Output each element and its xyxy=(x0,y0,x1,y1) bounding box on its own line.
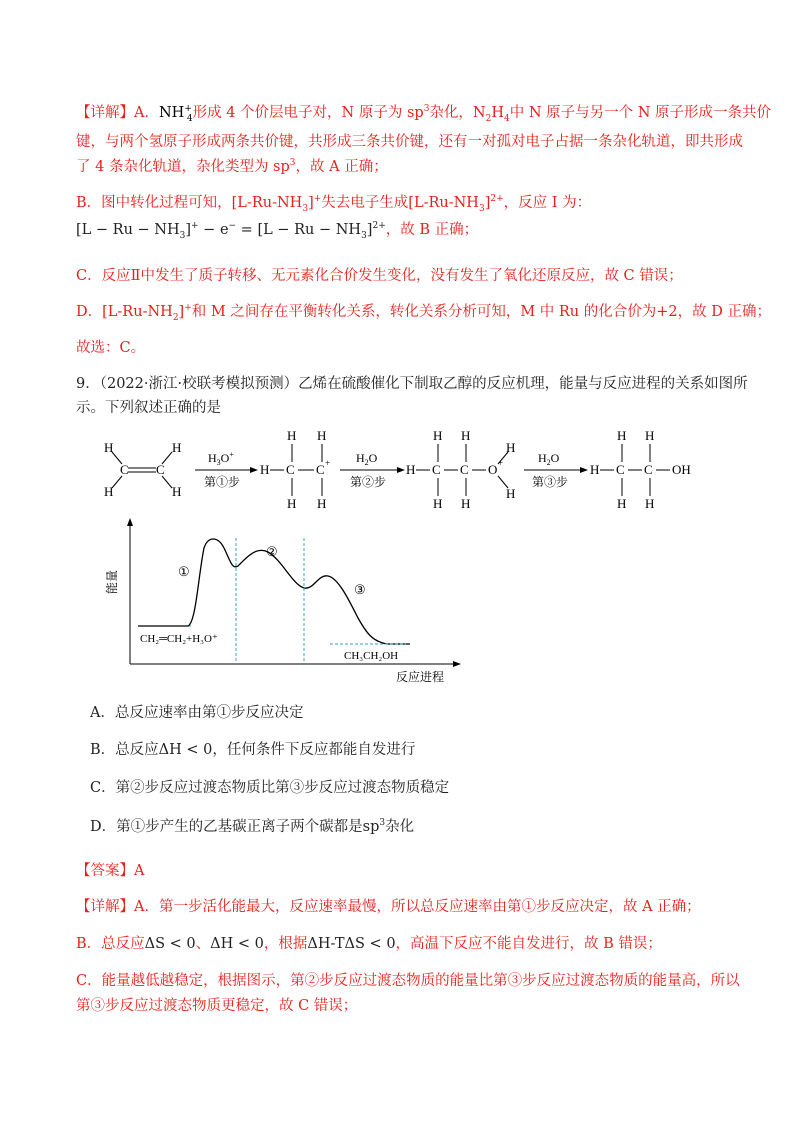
answer-line: 【答案】A xyxy=(76,863,145,879)
prev-explanation-b-equation: $[L - Ru - NH_3]^+ - e^- = [L - Ru - NH_3]^{2+}$，故 B 正确； xyxy=(76,221,479,241)
svg-text:H: H xyxy=(406,462,416,477)
prev-explanation-a-line2: 键，与两个氢原子形成两条共价键，共形成三条共价键，还有一对孤对电子占据一条杂化轨道，即共形成 xyxy=(76,134,743,150)
svg-text:H: H xyxy=(645,496,655,511)
prev-final-answer: 故选：C。 xyxy=(76,340,146,356)
energy-profile-diagram xyxy=(100,518,480,693)
svg-text:H: H xyxy=(317,428,327,443)
svg-text:H: H xyxy=(287,428,297,443)
prev-explanation-a-line1: 【详解】A．$NH^+_4$形成 4 个价层电子对，N 原子为 $sp^3$杂化，$N_2H_4$中 N 原子与另一个 N 原子形成一条共价 xyxy=(76,104,772,124)
svg-text:C: C xyxy=(316,462,325,477)
option-c: C．第②步反应过渡态物质比第③步反应过渡态物质稳定 xyxy=(90,780,450,796)
prev-explanation-d: D．$[L-Ru-NH_2]^+$和 M 之间存在平衡转化关系，转化关系分析可知，M 中 Ru 的化合价为+2，故 D 正确； xyxy=(76,303,771,323)
svg-text:C: C xyxy=(156,462,165,477)
y-axis-label: 能量 xyxy=(105,569,119,594)
svg-text:H: H xyxy=(287,496,297,511)
svg-text:H: H xyxy=(506,486,516,501)
q9-stem-line1: 9．（2022·浙江·校联考模拟预测）乙烯在硫酸催化下制取乙醇的反应机理，能量与反应进程的关系如图所 xyxy=(76,376,748,392)
step1-label: 第①步 xyxy=(204,475,241,489)
svg-text:H: H xyxy=(645,428,655,443)
svg-text:O: O xyxy=(488,462,498,477)
option-b: B．总反应ΔH < 0，任何条件下反应都能自发进行 xyxy=(90,742,416,758)
svg-text:H: H xyxy=(172,484,182,499)
reaction-i-equation: $[L - Ru - NH_3]^+ - e^- = [L - Ru - NH_3]^{2+}$ xyxy=(76,221,386,241)
svg-text:H: H xyxy=(617,496,627,511)
svg-text:+: + xyxy=(325,458,331,468)
prev-explanation-c: C．反应Ⅱ中发生了质子转移、无元素化合价发生变化，没有发生了氧化还原反应，故 C 错误； xyxy=(76,268,683,284)
product-label: CH₃CH₂OH xyxy=(344,650,399,662)
xiangjie-tag: 【详解】 xyxy=(76,105,134,121)
svg-text:OH: OH xyxy=(672,462,691,477)
svg-text:C: C xyxy=(120,462,129,477)
svg-text:H: H xyxy=(506,440,516,455)
explanation-b: B．总反应ΔS < 0、ΔH < 0，根据ΔH-TΔS < 0，高温下反应不能自发进行，故 B 错误； xyxy=(76,936,662,952)
svg-text:H: H xyxy=(433,496,443,511)
svg-text:H: H xyxy=(461,496,471,511)
svg-text:H: H xyxy=(590,462,600,477)
nh4-formula: $NH^+_4$ xyxy=(158,104,193,124)
prev-explanation-b-line1: B．图中转化过程可知，$[L-Ru-NH_3]^+$失去电子生成$[L-Ru-NH_3]^{2+}$，反应 I 为： xyxy=(76,194,592,214)
step-label-1: ① xyxy=(178,564,190,579)
step2-label: 第②步 xyxy=(350,475,387,489)
svg-text:H2O: $H_2O$ xyxy=(538,451,560,467)
svg-text:C: C xyxy=(432,462,441,477)
x-axis-label: 反应进程 xyxy=(396,670,445,684)
svg-text:H: H xyxy=(317,496,327,511)
option-a: A．总反应速率由第①步反应决定 xyxy=(90,705,304,721)
svg-text:H: H xyxy=(260,462,270,477)
svg-text:H: H xyxy=(172,440,182,455)
svg-text:H: H xyxy=(461,428,471,443)
svg-text:C: C xyxy=(644,462,653,477)
svg-text:C: C xyxy=(616,462,625,477)
step-label-3: ③ xyxy=(354,582,366,597)
step3-label: 第③步 xyxy=(532,475,569,489)
q9-stem-line2: 示。下列叙述正确的是 xyxy=(76,400,221,416)
explanation-a: 【详解】A．第一步活化能最大，反应速率最慢，所以总反应速率由第①步反应决定，故 A 正确； xyxy=(76,899,701,915)
svg-text:H: H xyxy=(104,484,114,499)
svg-text:H: H xyxy=(104,440,114,455)
svg-text:H3O+: $H_3O^+$ xyxy=(208,450,234,467)
step-label-2: ② xyxy=(266,544,278,559)
prev-explanation-a-line3: 了 4 条杂化轨道，杂化类型为 $sp^3$，故 A 正确； xyxy=(76,158,388,175)
explanation-c-line2: 第③步反应过渡态物质更稳定，故 C 错误； xyxy=(76,998,358,1014)
svg-text:C: C xyxy=(286,462,295,477)
svg-text:H: H xyxy=(433,428,443,443)
svg-text:+: + xyxy=(498,458,504,468)
svg-text:H: H xyxy=(617,428,627,443)
svg-text:H2O: $H_2O$ xyxy=(356,451,378,467)
reactant-label: CH₂═CH₂+H₃O⁺ xyxy=(140,633,218,645)
reaction-mechanism-scheme xyxy=(100,426,720,526)
option-d: D．第①步产生的乙基碳正离子两个碳都是$sp^3$杂化 xyxy=(90,818,415,835)
svg-text:C: C xyxy=(460,462,469,477)
explanation-c-line1: C．能量越低越稳定，根据图示，第②步反应过渡态物质的能量比第③步反应过渡态物质的能量高，所以 xyxy=(76,973,740,989)
